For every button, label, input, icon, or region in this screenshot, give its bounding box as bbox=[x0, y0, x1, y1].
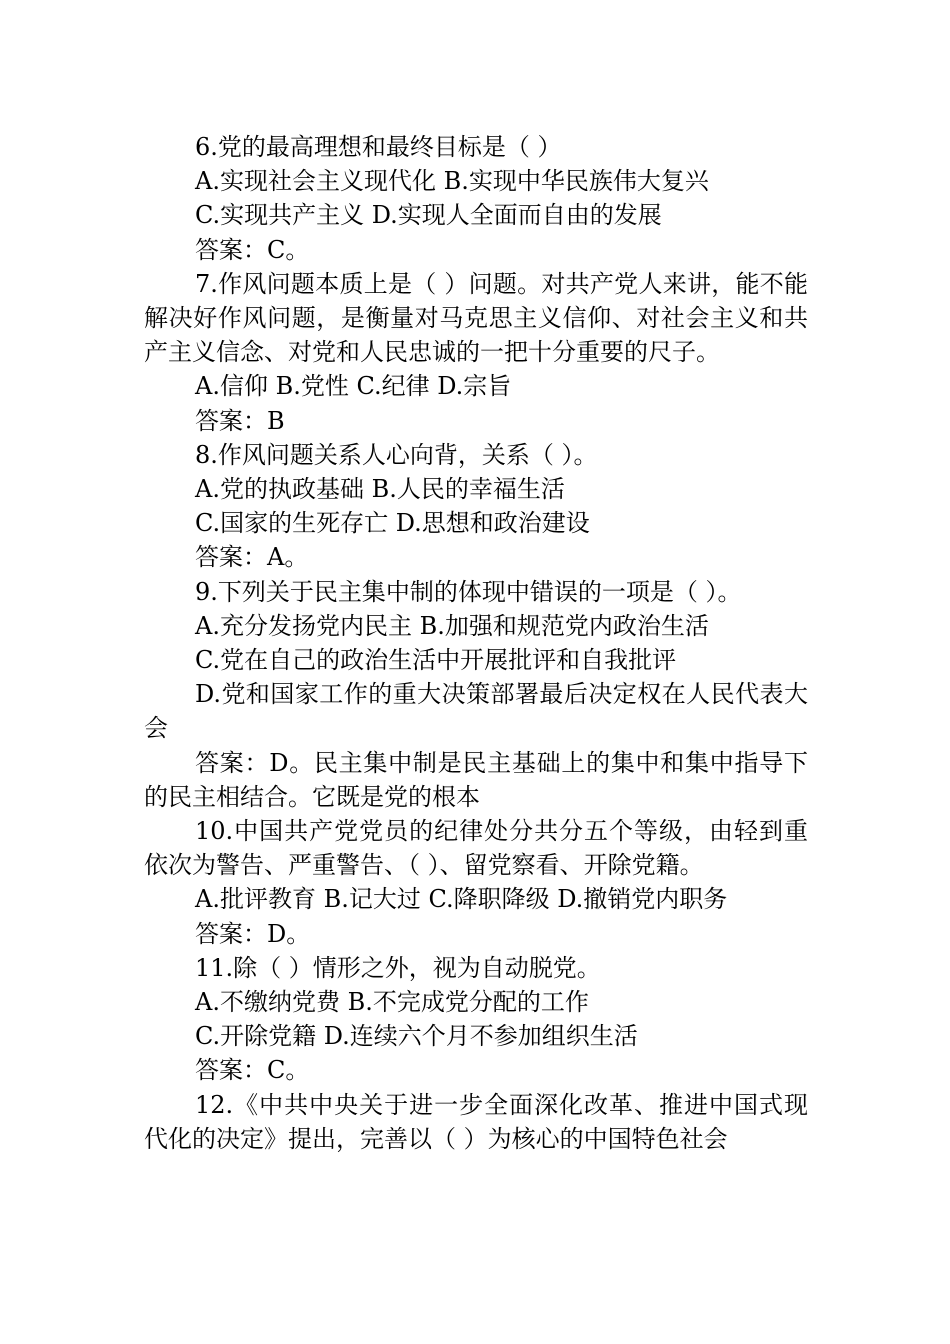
question-9-option-d: D.党和国家工作的重大决策部署最后决定权在人民代表大会 bbox=[144, 680, 808, 743]
question-10: 10.中国共产党党员的纪律处分共分五个等级，由轻到重依次为警告、严重警告、（ ）、留党察看、开除党籍。 bbox=[144, 817, 808, 880]
question-6-options-cd: C.实现共产主义 D.实现人全面而自由的发展 bbox=[195, 201, 662, 230]
question-9-answer: 答案：D。民主集中制是民主基础上的集中和集中指导下的民主相结合。它既是党的根本 bbox=[144, 748, 808, 811]
question-6-answer: 答案：C。 bbox=[195, 235, 310, 264]
question-11: 11.除（ ）情形之外，视为自动脱党。 bbox=[195, 953, 601, 982]
question-6: 6.党的最高理想和最终目标是（ ） bbox=[195, 133, 562, 161]
question-10-options: A.批评教育 B.记大过 C.降职降级 D.撤销党内职务 bbox=[195, 885, 728, 914]
question-6-options-ab: A.实现社会主义现代化 B.实现中华民族伟大复兴 bbox=[195, 167, 709, 196]
question-12: 12.《中共中央关于进一步全面深化改革、推进中国式现代化的决定》提出，完善以（ ）为核心的中国特色社会 bbox=[144, 1090, 808, 1153]
question-8-answer: 答案：A。 bbox=[195, 543, 309, 572]
question-9-option-c: C.党在自己的政治生活中开展批评和自我批评 bbox=[195, 646, 677, 675]
question-9: 9.下列关于民主集中制的体现中错误的一项是（ ）。 bbox=[195, 577, 742, 606]
question-11-options-cd: C.开除党籍 D.连续六个月不参加组织生活 bbox=[195, 1022, 638, 1051]
question-8: 8.作风问题关系人心向背，关系（ ）。 bbox=[195, 440, 598, 469]
document-page bbox=[144, 130, 808, 1156]
question-10-answer: 答案：D。 bbox=[195, 919, 311, 948]
question-7-answer: 答案：B bbox=[195, 406, 285, 435]
question-11-options-ab: A.不缴纳党费 B.不完成党分配的工作 bbox=[195, 988, 589, 1017]
question-8-options-cd: C.国家的生死存亡 D.思想和政治建设 bbox=[195, 509, 590, 538]
question-7: 7.作风问题本质上是（ ）问题。对共产党人来讲，能不能解决好作风问题，是衡量对马克思主义信仰、对社会主义和共产主义信念、对党和人民忠诚的一把十分重要的尺子。 bbox=[144, 269, 808, 367]
question-9-options-ab: A.充分发扬党内民主 B.加强和规范党内政治生活 bbox=[195, 611, 709, 640]
question-11-answer: 答案：C。 bbox=[195, 1056, 310, 1085]
question-8-options-ab: A.党的执政基础 B.人民的幸福生活 bbox=[195, 475, 565, 504]
question-7-options: A.信仰 B.党性 C.纪律 D.宗旨 bbox=[195, 372, 512, 401]
